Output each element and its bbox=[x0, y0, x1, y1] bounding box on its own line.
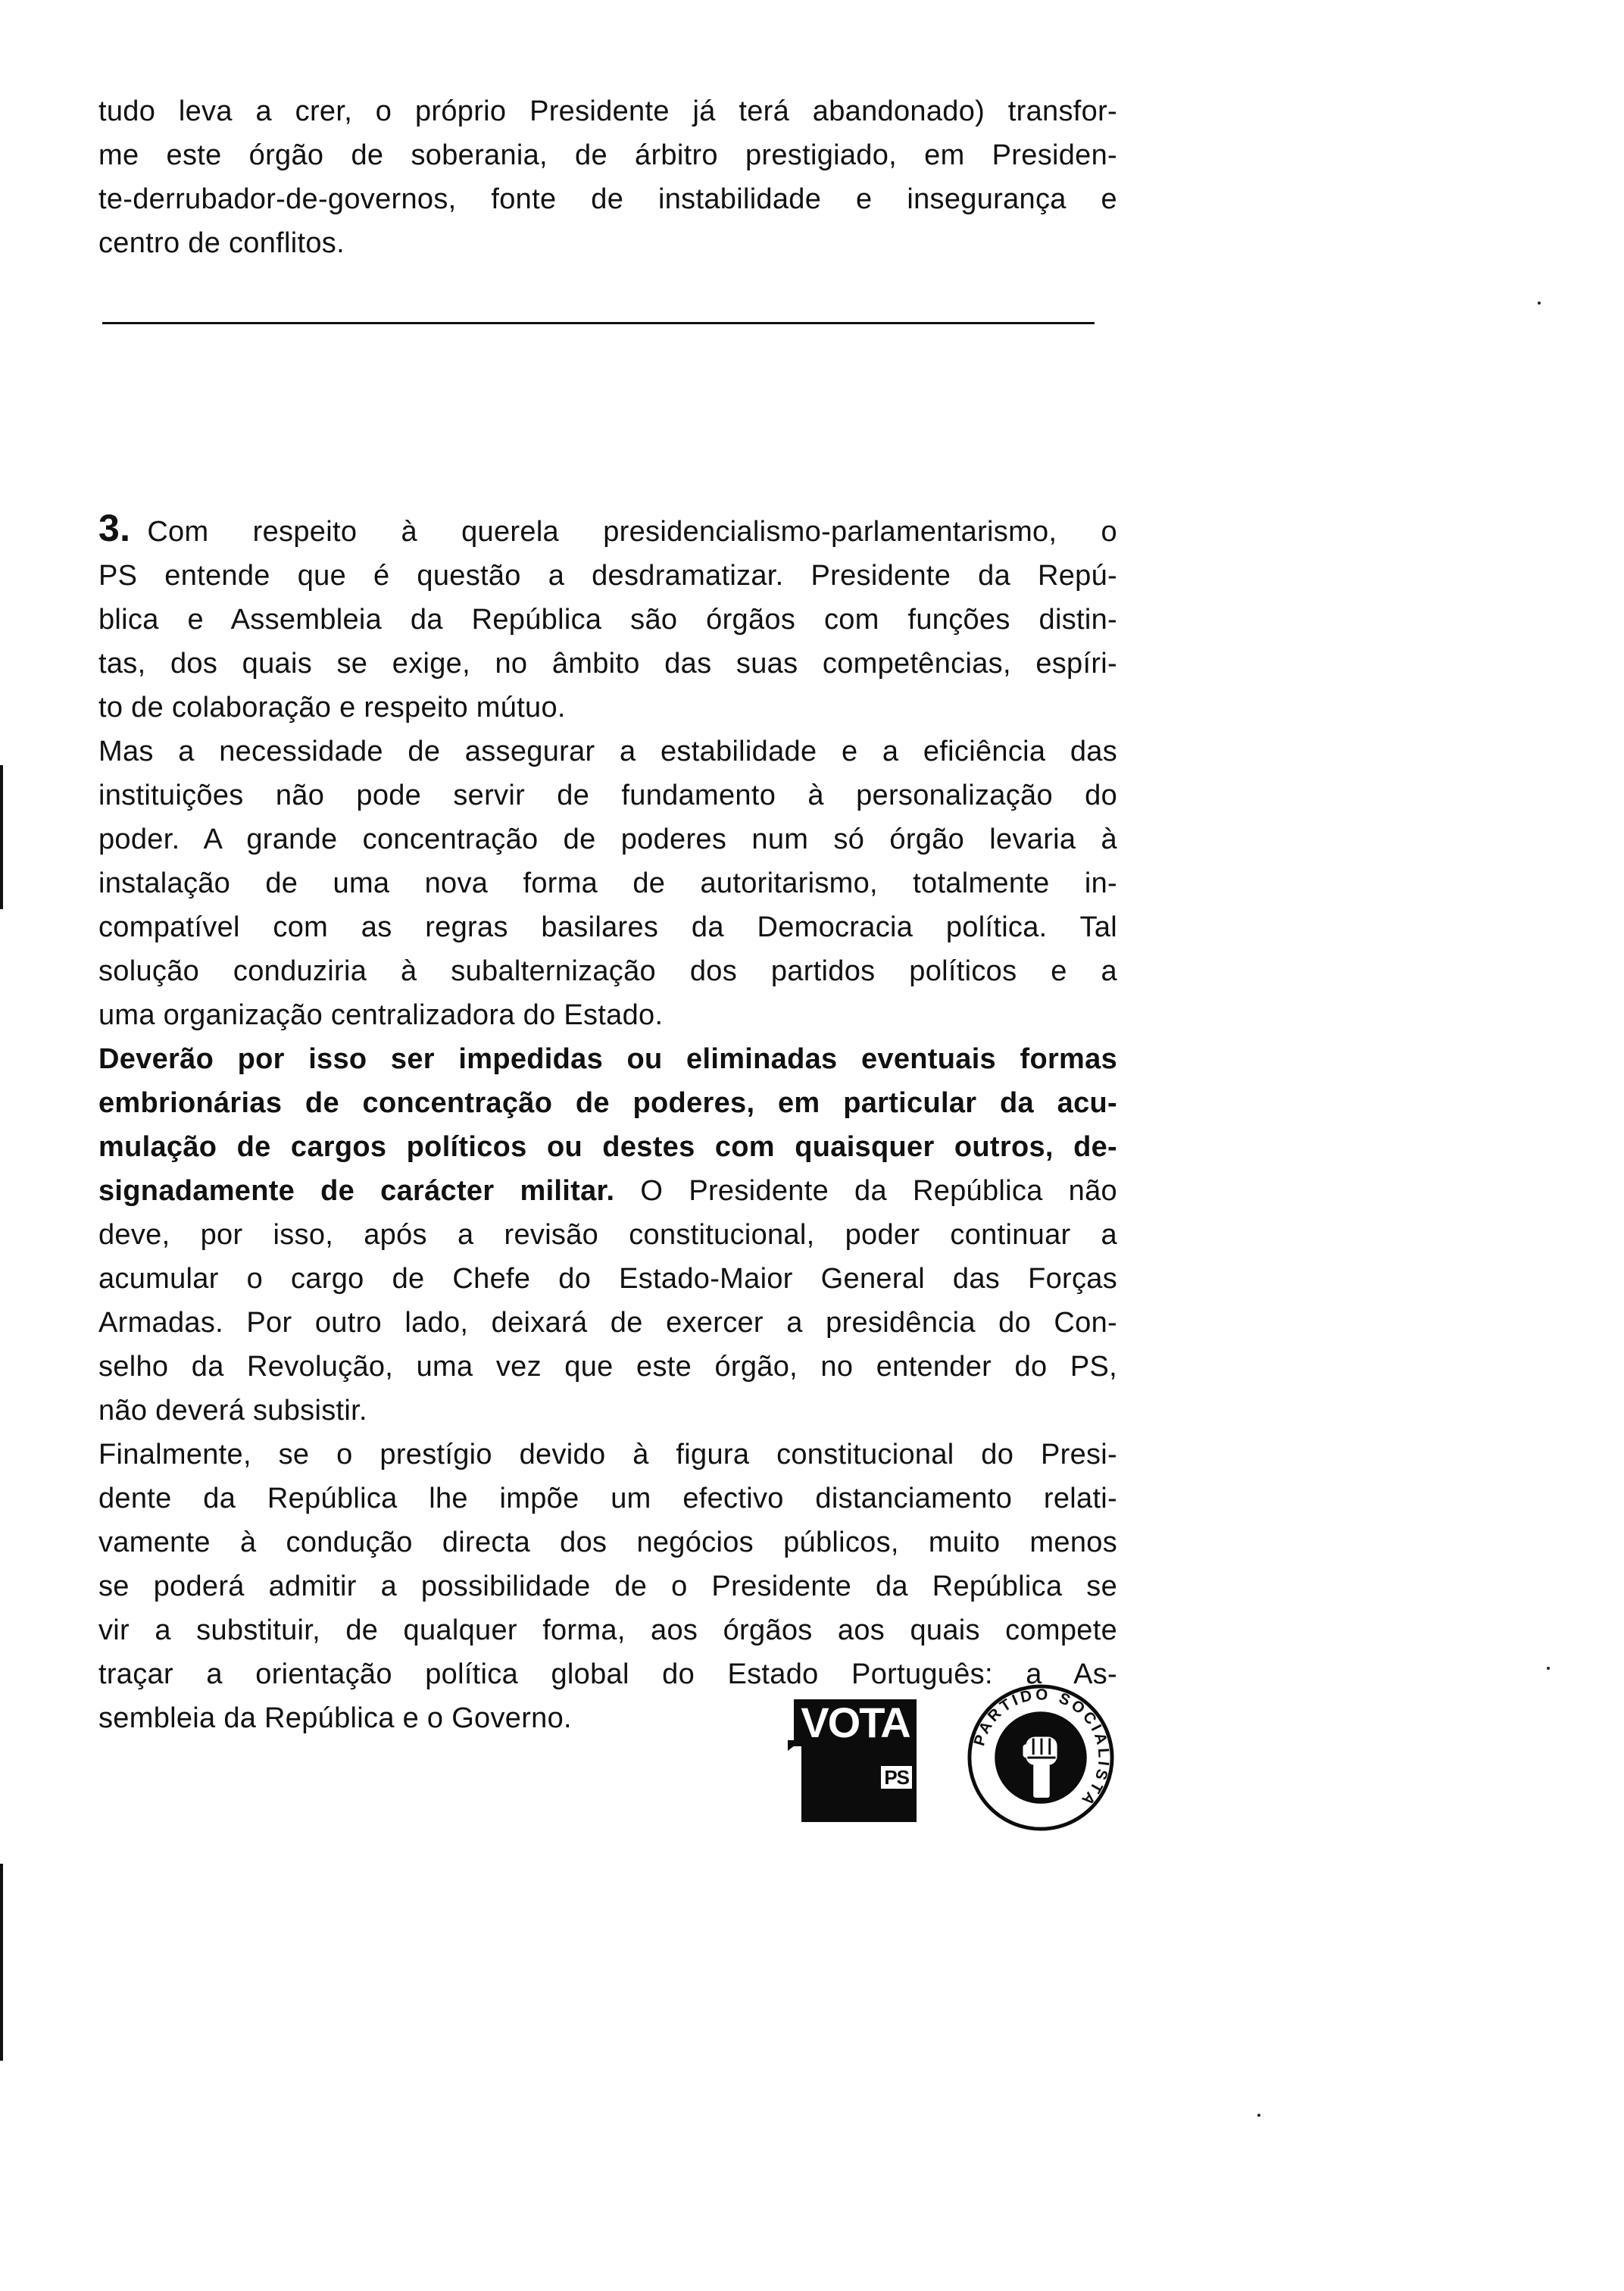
scan-edge-mark bbox=[0, 1864, 3, 2061]
text-line: Armadas. Por outro lado, deixará de exercer a presidência do Con- bbox=[98, 1307, 1117, 1339]
scan-edge-mark bbox=[0, 765, 3, 909]
text-line: PS entende que é questão a desdramatizar. Presidente da Repú- bbox=[98, 560, 1117, 592]
text-line bbox=[98, 1169, 1117, 1213]
text-line: uma organização centralizadora do Estado. bbox=[98, 999, 664, 1031]
ps-tag: PS bbox=[881, 1766, 912, 1789]
bold-text-fragment: signadamente de carácter militar. bbox=[98, 1175, 615, 1207]
text-line: solução conduziria à subalternização dos partidos políticos e a bbox=[98, 955, 1117, 987]
text-line: Finalmente, se o prestígio devido à figura constitucional do Presi- bbox=[98, 1439, 1117, 1471]
intro-paragraph bbox=[98, 89, 1117, 265]
text-line: instituições não pode servir de fundamento à personalização do bbox=[98, 780, 1117, 811]
text-line: sembleia da República e o Governo. bbox=[98, 1702, 572, 1734]
text-line: deve, por isso, após a revisão constitucional, poder continuar a bbox=[98, 1219, 1117, 1251]
scan-speck bbox=[1538, 302, 1541, 305]
text-line: tas, dos quais se exige, no âmbito das suas competências, espíri- bbox=[98, 648, 1117, 680]
text-line: centro de conflitos. bbox=[98, 227, 345, 259]
text-line: se poderá admitir a possibilidade de o Presidente da República se bbox=[98, 1571, 1117, 1602]
text-line-content: Com respeito à querela presidencialismo-parlamentarismo, o bbox=[147, 516, 1117, 548]
text-line: selho da Revolução, uma vez que este órgão, no entender do PS, bbox=[98, 1351, 1117, 1383]
text-line: Mas a necessidade de assegurar a estabilidade e a eficiência das bbox=[98, 736, 1117, 767]
text-line: não deverá subsistir. bbox=[98, 1395, 367, 1427]
bold-text-line: Deverão por isso ser impedidas ou eliminadas eventuais formas bbox=[98, 1043, 1117, 1075]
seal-text: PARTIDO SOCIALISTA bbox=[970, 1686, 1113, 1811]
text-line: compatível com as regras basilares da Democracia política. Tal bbox=[98, 911, 1117, 943]
text-line bbox=[98, 506, 1117, 554]
text-line: traçar a orientação política global do Estado Português: a As- bbox=[98, 1658, 1117, 1690]
bold-text-line: mulação de cargos políticos ou destes com quaisquer outros, de- bbox=[98, 1131, 1117, 1163]
section-number: 3. bbox=[98, 507, 131, 549]
text-line: me este órgão de soberania, de árbitro prestigiado, em Presiden- bbox=[98, 139, 1117, 171]
text-line-content: O Presidente da República não bbox=[614, 1175, 1117, 1207]
bold-text-line: embrionárias de concentração de poderes, em particular da acu- bbox=[98, 1087, 1117, 1119]
text-line: poder. A grande concentração de poderes num só órgão levaria à bbox=[98, 824, 1117, 855]
text-line: blica e Assembleia da República são órgãos com funções distin- bbox=[98, 604, 1117, 636]
vota-word: VOTA bbox=[794, 1699, 917, 1746]
text-line: tudo leva a crer, o próprio Presidente já terá abandonado) transfor- bbox=[98, 95, 1117, 127]
text-line: acumular o cargo de Chefe do Estado-Maior General das Forças bbox=[98, 1263, 1117, 1295]
horizontal-rule bbox=[102, 322, 1095, 324]
vota-block bbox=[801, 1746, 917, 1822]
text-line: vir a substituir, de qualquer forma, aos órgãos aos quais compete bbox=[98, 1614, 1117, 1646]
text-line: te-derrubador-de-governos, fonte de instabilidade e insegurança e bbox=[98, 183, 1117, 215]
text-line: dente da República lhe impõe um efectivo distanciamento relati- bbox=[98, 1483, 1117, 1514]
fist-seal-icon bbox=[967, 1683, 1115, 1832]
scan-speck bbox=[1257, 2114, 1260, 2117]
section-3 bbox=[98, 506, 1117, 1740]
text-line: to de colaboração e respeito mútuo. bbox=[98, 692, 566, 724]
vota-ps-logo bbox=[788, 1693, 924, 1822]
text-line: instalação de uma nova forma de autoritarismo, totalmente in- bbox=[98, 867, 1117, 899]
scan-speck bbox=[1547, 1667, 1550, 1670]
text-line: vamente à condução directa dos negócios públicos, muito menos bbox=[98, 1527, 1117, 1558]
